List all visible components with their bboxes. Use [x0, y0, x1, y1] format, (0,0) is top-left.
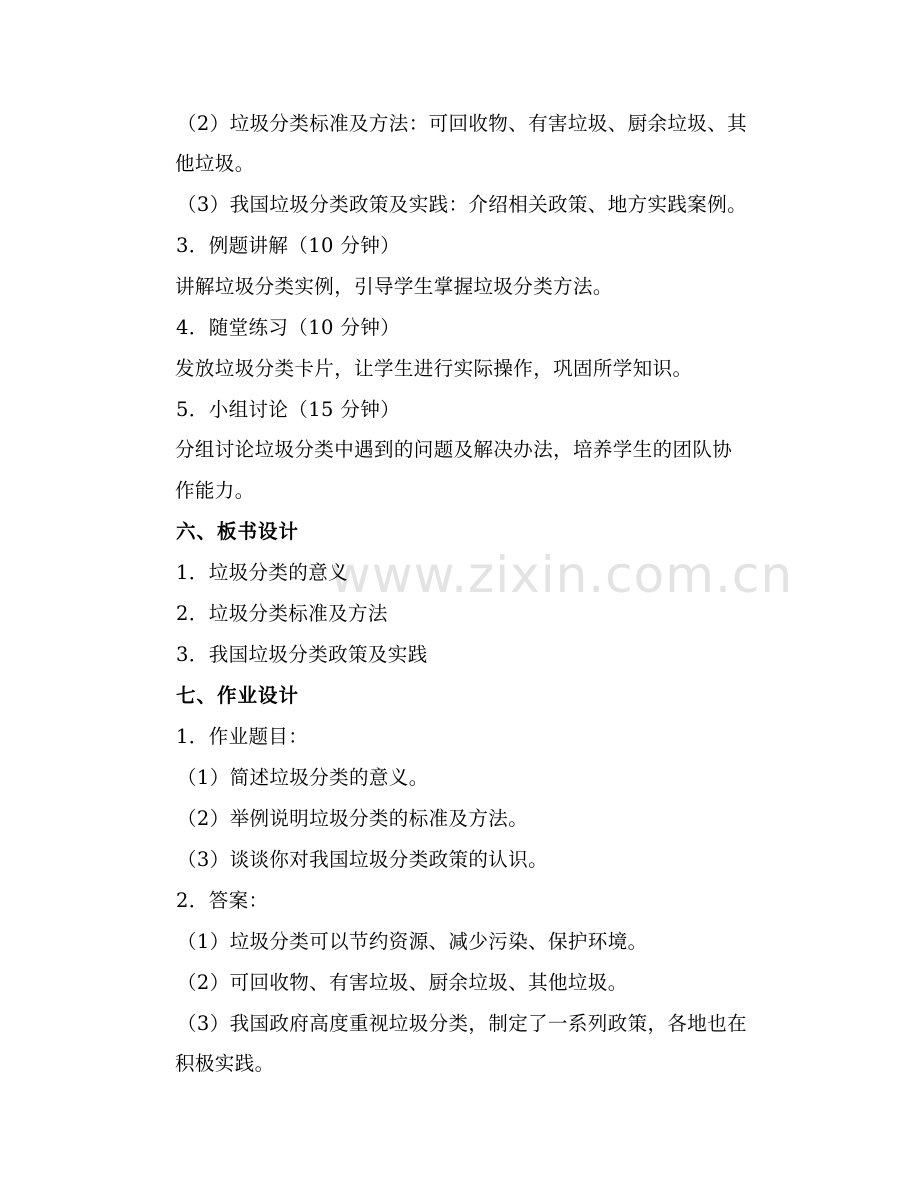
paragraph-line: 作能力。	[175, 479, 255, 502]
list-item: 3．我国垃圾分类政策及实践	[176, 643, 428, 666]
list-item: （2）举例说明垃圾分类的标准及方法。	[177, 807, 529, 830]
paragraph-line: 积极实践。	[175, 1052, 275, 1075]
list-item: 2．垃圾分类标准及方法	[176, 602, 388, 625]
section-item: 3．例题讲解（10 分钟）	[176, 234, 401, 257]
paragraph-line: 分组讨论垃圾分类中遇到的问题及解决办法，培养学生的团队协	[175, 438, 733, 461]
section-heading: 六、板书设计	[176, 520, 300, 543]
section-item: 4．随堂练习（10 分钟）	[176, 316, 401, 339]
list-item: （1）垃圾分类可以节约资源、减少污染、保护环境。	[177, 930, 648, 953]
paragraph-line: （2）垃圾分类标准及方法：可回收物、有害垃圾、厨余垃圾、其	[177, 112, 748, 135]
list-item: （1）简述垃圾分类的意义。	[177, 766, 429, 789]
section-heading: 七、作业设计	[176, 684, 300, 707]
paragraph-line: 讲解垃圾分类实例，引导学生掌握垃圾分类方法。	[175, 275, 613, 298]
list-item: （3）谈谈你对我国垃圾分类政策的认识。	[177, 848, 549, 871]
paragraph-line: （3）我国政府高度重视垃圾分类，制定了一系列政策，各地也在	[177, 1012, 748, 1035]
list-item: 2．答案：	[176, 889, 269, 912]
list-item: 1．垃圾分类的意义	[176, 561, 349, 584]
section-item: 5．小组讨论（15 分钟）	[176, 398, 401, 421]
paragraph-line: 他垃圾。	[175, 152, 255, 175]
list-item: 1．作业题目：	[176, 725, 309, 748]
paragraph-line: 发放垃圾分类卡片，让学生进行实际操作，巩固所学知识。	[175, 357, 693, 380]
paragraph-line: （3）我国垃圾分类政策及实践：介绍相关政策、地方实践案例。	[177, 193, 748, 216]
watermark: www.zixin.com.cn	[330, 546, 794, 604]
list-item: （2）可回收物、有害垃圾、厨余垃圾、其他垃圾。	[177, 971, 628, 994]
